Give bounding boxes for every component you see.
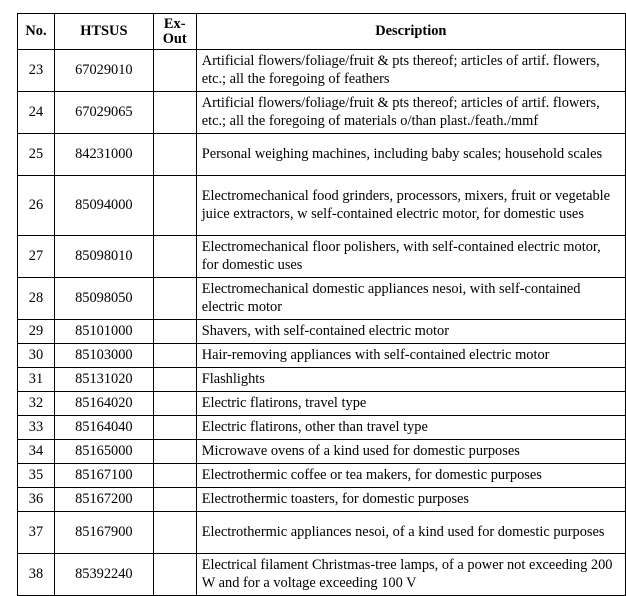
- table-row: [18, 392, 626, 416]
- cell-no: 38: [18, 554, 55, 596]
- tariff-table: [17, 13, 626, 596]
- cell-no: 35: [18, 464, 55, 488]
- header-no: No.: [18, 14, 55, 50]
- cell-description: Flashlights: [196, 368, 625, 392]
- table-body: [18, 50, 626, 596]
- cell-no: 33: [18, 416, 55, 440]
- cell-no: 37: [18, 512, 55, 554]
- table-row: [18, 176, 626, 236]
- cell-description: Shavers, with self-contained electric motor: [196, 320, 625, 344]
- cell-exout: [153, 488, 196, 512]
- cell-no: 28: [18, 278, 55, 320]
- cell-description: Electromechanical food grinders, processors, mixers, fruit or vegetable juice extractors, w self-contained electric motor, for domestic uses: [196, 176, 625, 236]
- cell-htsus: 85167900: [54, 512, 153, 554]
- cell-no: 30: [18, 344, 55, 368]
- cell-htsus: 85094000: [54, 176, 153, 236]
- cell-exout: [153, 392, 196, 416]
- cell-description: Electrothermic coffee or tea makers, for domestic purposes: [196, 464, 625, 488]
- cell-exout: [153, 344, 196, 368]
- header-row: [18, 14, 626, 50]
- table-row: [18, 368, 626, 392]
- table-row: [18, 320, 626, 344]
- cell-no: 23: [18, 50, 55, 92]
- cell-htsus: 85103000: [54, 344, 153, 368]
- cell-no: 27: [18, 236, 55, 278]
- cell-no: 25: [18, 134, 55, 176]
- header-exout-line2: Out: [162, 30, 187, 47]
- table-row: [18, 554, 626, 596]
- cell-htsus: 85167100: [54, 464, 153, 488]
- cell-description: Electrothermic appliances nesoi, of a kind used for domestic purposes: [196, 512, 625, 554]
- header-exout: [153, 14, 196, 50]
- cell-no: 26: [18, 176, 55, 236]
- cell-exout: [153, 554, 196, 596]
- cell-description: Electromechanical floor polishers, with self-contained electric motor, for domestic uses: [196, 236, 625, 278]
- cell-no: 31: [18, 368, 55, 392]
- cell-htsus: 85165000: [54, 440, 153, 464]
- table-row: [18, 488, 626, 512]
- cell-htsus: 85164040: [54, 416, 153, 440]
- cell-exout: [153, 320, 196, 344]
- header-description: Description: [196, 14, 625, 50]
- cell-htsus: 85167200: [54, 488, 153, 512]
- cell-exout: [153, 416, 196, 440]
- cell-description: Electrical filament Christmas-tree lamps, of a power not exceeding 200 W and for a voltage exceeding 100 V: [196, 554, 625, 596]
- table-row: [18, 440, 626, 464]
- cell-description: Electric flatirons, travel type: [196, 392, 625, 416]
- cell-htsus: 67029065: [54, 92, 153, 134]
- cell-description: Personal weighing machines, including baby scales; household scales: [196, 134, 625, 176]
- cell-description: Artificial flowers/foliage/fruit & pts thereof; articles of artif. flowers, etc.; all the foregoing of feathers: [196, 50, 625, 92]
- cell-htsus: 84231000: [54, 134, 153, 176]
- cell-exout: [153, 176, 196, 236]
- cell-htsus: 85392240: [54, 554, 153, 596]
- cell-exout: [153, 134, 196, 176]
- cell-description: Artificial flowers/foliage/fruit & pts thereof; articles of artif. flowers, etc.; all the foregoing of materials o/than plast./feath./mmf: [196, 92, 625, 134]
- table-row: [18, 512, 626, 554]
- cell-no: 24: [18, 92, 55, 134]
- table-row: [18, 236, 626, 278]
- cell-description: Electromechanical domestic appliances nesoi, with self-contained electric motor: [196, 278, 625, 320]
- header-htsus: HTSUS: [54, 14, 153, 50]
- cell-exout: [153, 278, 196, 320]
- cell-exout: [153, 464, 196, 488]
- cell-htsus: 85098010: [54, 236, 153, 278]
- cell-no: 32: [18, 392, 55, 416]
- cell-description: Microwave ovens of a kind used for domestic purposes: [196, 440, 625, 464]
- table-header: [18, 14, 626, 50]
- cell-htsus: 85131020: [54, 368, 153, 392]
- cell-description: Hair-removing appliances with self-contained electric motor: [196, 344, 625, 368]
- cell-no: 34: [18, 440, 55, 464]
- cell-exout: [153, 440, 196, 464]
- cell-no: 36: [18, 488, 55, 512]
- cell-htsus: 85164020: [54, 392, 153, 416]
- cell-exout: [153, 368, 196, 392]
- cell-htsus: 85101000: [54, 320, 153, 344]
- cell-no: 29: [18, 320, 55, 344]
- cell-exout: [153, 50, 196, 92]
- cell-htsus: 85098050: [54, 278, 153, 320]
- cell-description: Electrothermic toasters, for domestic purposes: [196, 488, 625, 512]
- cell-description: Electric flatirons, other than travel type: [196, 416, 625, 440]
- cell-htsus: 67029010: [54, 50, 153, 92]
- table-row: [18, 464, 626, 488]
- cell-exout: [153, 92, 196, 134]
- cell-exout: [153, 236, 196, 278]
- table-row: [18, 344, 626, 368]
- table-row: [18, 278, 626, 320]
- cell-exout: [153, 512, 196, 554]
- table-row: [18, 50, 626, 92]
- table-row: [18, 416, 626, 440]
- table-row: [18, 92, 626, 134]
- header-exout-line1: Ex-: [163, 15, 186, 32]
- table-row: [18, 134, 626, 176]
